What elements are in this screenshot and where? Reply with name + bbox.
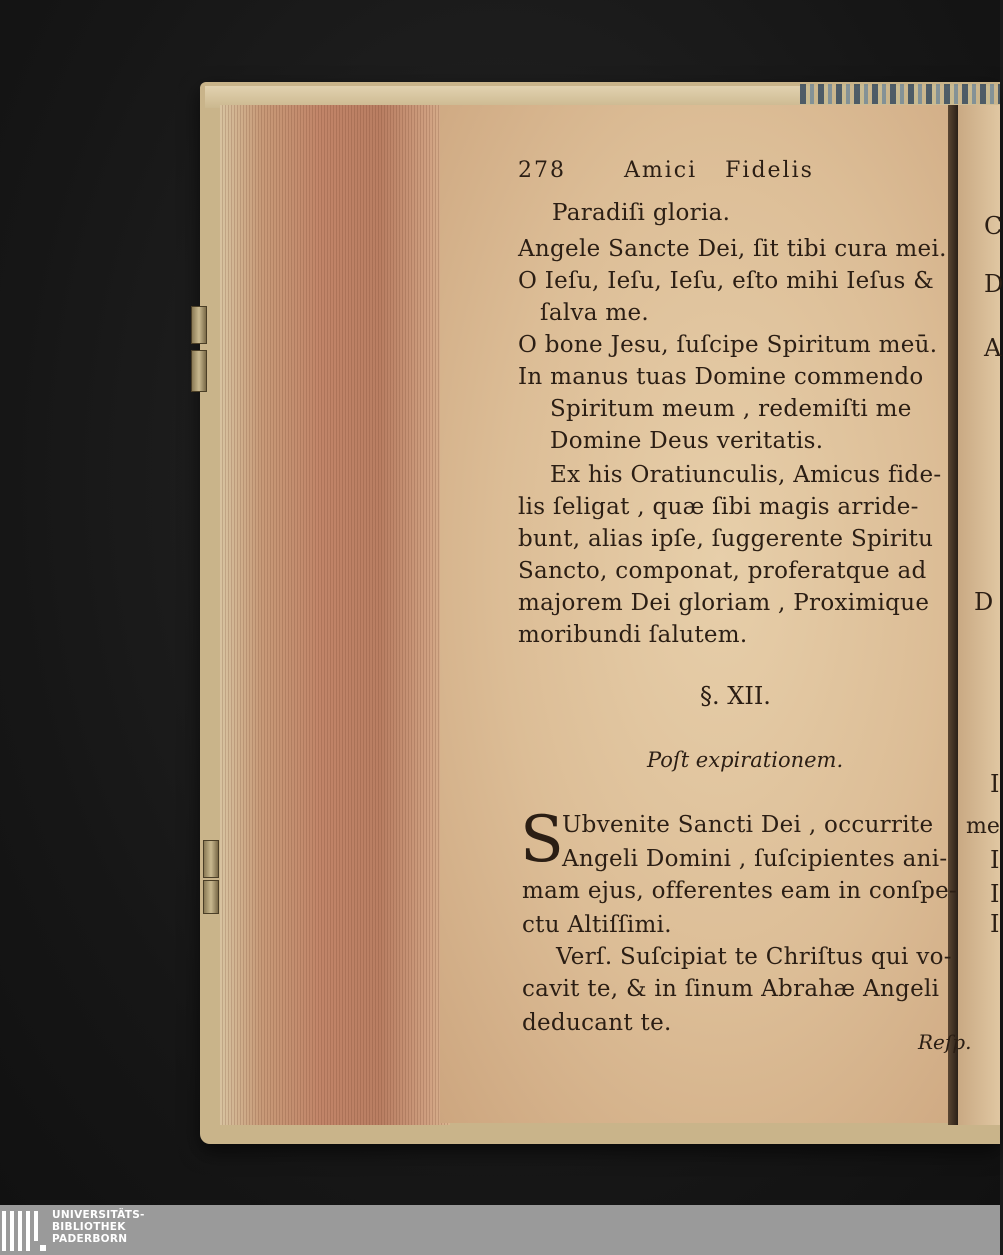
text-line: Angeli Domini , ſuſcipientes ani- <box>562 846 948 872</box>
adjacent-page-letter: D <box>984 270 1003 298</box>
text-line: ſalva me. <box>540 300 650 326</box>
text-line: Verſ. Suſcipiat te Chriſtus qui vo- <box>556 944 952 970</box>
running-title-2: Fidelis <box>725 158 814 183</box>
text-line: bunt, alias ipſe, ſuggerente Spiritu <box>518 526 934 552</box>
text-line: moribundi ſalutem. <box>518 622 748 648</box>
adjacent-page-letter: I <box>990 846 1000 874</box>
text-line: Angele Sancte Dei, ſit tibi cura mei. <box>518 236 947 262</box>
adjacent-page-letter: D <box>974 588 994 616</box>
adjacent-page-letter: A <box>984 334 1002 362</box>
text-line: O bone Jesu, ſuſcipe Spiritum meū. <box>518 332 938 358</box>
library-logo-text <box>52 1209 145 1245</box>
running-title-1: Amici <box>624 158 698 183</box>
footer-bar <box>0 1205 1000 1255</box>
text-line: O Ieſu, Ieſu, Ieſu, eſto mihi Ieſus & <box>518 268 934 294</box>
text-line: deducant te. <box>522 1010 672 1036</box>
adjacent-page-letter: me <box>966 814 1000 839</box>
text-line: Sancto, componat, proferatque ad <box>518 558 927 584</box>
text-line: majorem Dei gloriam , Proximique <box>518 590 930 616</box>
section-heading: §. XII. <box>700 682 771 710</box>
catchword: Reſp. <box>918 1030 972 1054</box>
drop-cap: S <box>520 803 564 877</box>
page-block-edges <box>220 105 450 1125</box>
text-line: Ex his Oratiunculis, Amicus fide- <box>550 462 942 488</box>
text-line: Domine Deus veritatis. <box>550 428 824 454</box>
logo-line: PADERBORN <box>52 1233 128 1245</box>
text-line: cavit te, & in ſinum Abrahæ Angeli <box>522 976 940 1002</box>
clasp-lower-lower <box>203 880 219 914</box>
adjacent-page-letter: I <box>990 910 1000 938</box>
section-subtitle: Poſt expirationem. <box>647 748 844 772</box>
library-logo-icon <box>2 1211 46 1253</box>
page-number: 278 <box>518 158 566 183</box>
clasp-upper-lower <box>191 350 207 392</box>
text-line: lis ſeligat , quæ ſibi magis arride- <box>518 494 919 520</box>
text-line: ctu Altiſſimi. <box>522 912 672 938</box>
logo-line: BIBLIOTHEK <box>52 1221 126 1233</box>
logo-line: UNIVERSITÄTS- <box>52 1209 145 1221</box>
text-line: Ubvenite Sancti Dei , occurrite <box>562 812 934 838</box>
text-line: In manus tuas Domine commendo <box>518 364 924 390</box>
adjacent-page-letter: I <box>990 770 1000 798</box>
adjacent-page-letter: I <box>990 880 1000 908</box>
book-gutter <box>948 105 958 1125</box>
text-line: mam ejus, offerentes eam in conſpe- <box>522 878 958 904</box>
book-headband <box>800 84 1000 104</box>
adjacent-page-letter: C <box>984 212 1003 240</box>
text-line: Paradiſi gloria. <box>552 200 731 226</box>
text-line: Spiritum meum , redemiſti me <box>550 396 912 422</box>
clasp-lower <box>203 840 219 878</box>
clasp-upper <box>191 306 207 344</box>
running-head <box>518 158 814 183</box>
